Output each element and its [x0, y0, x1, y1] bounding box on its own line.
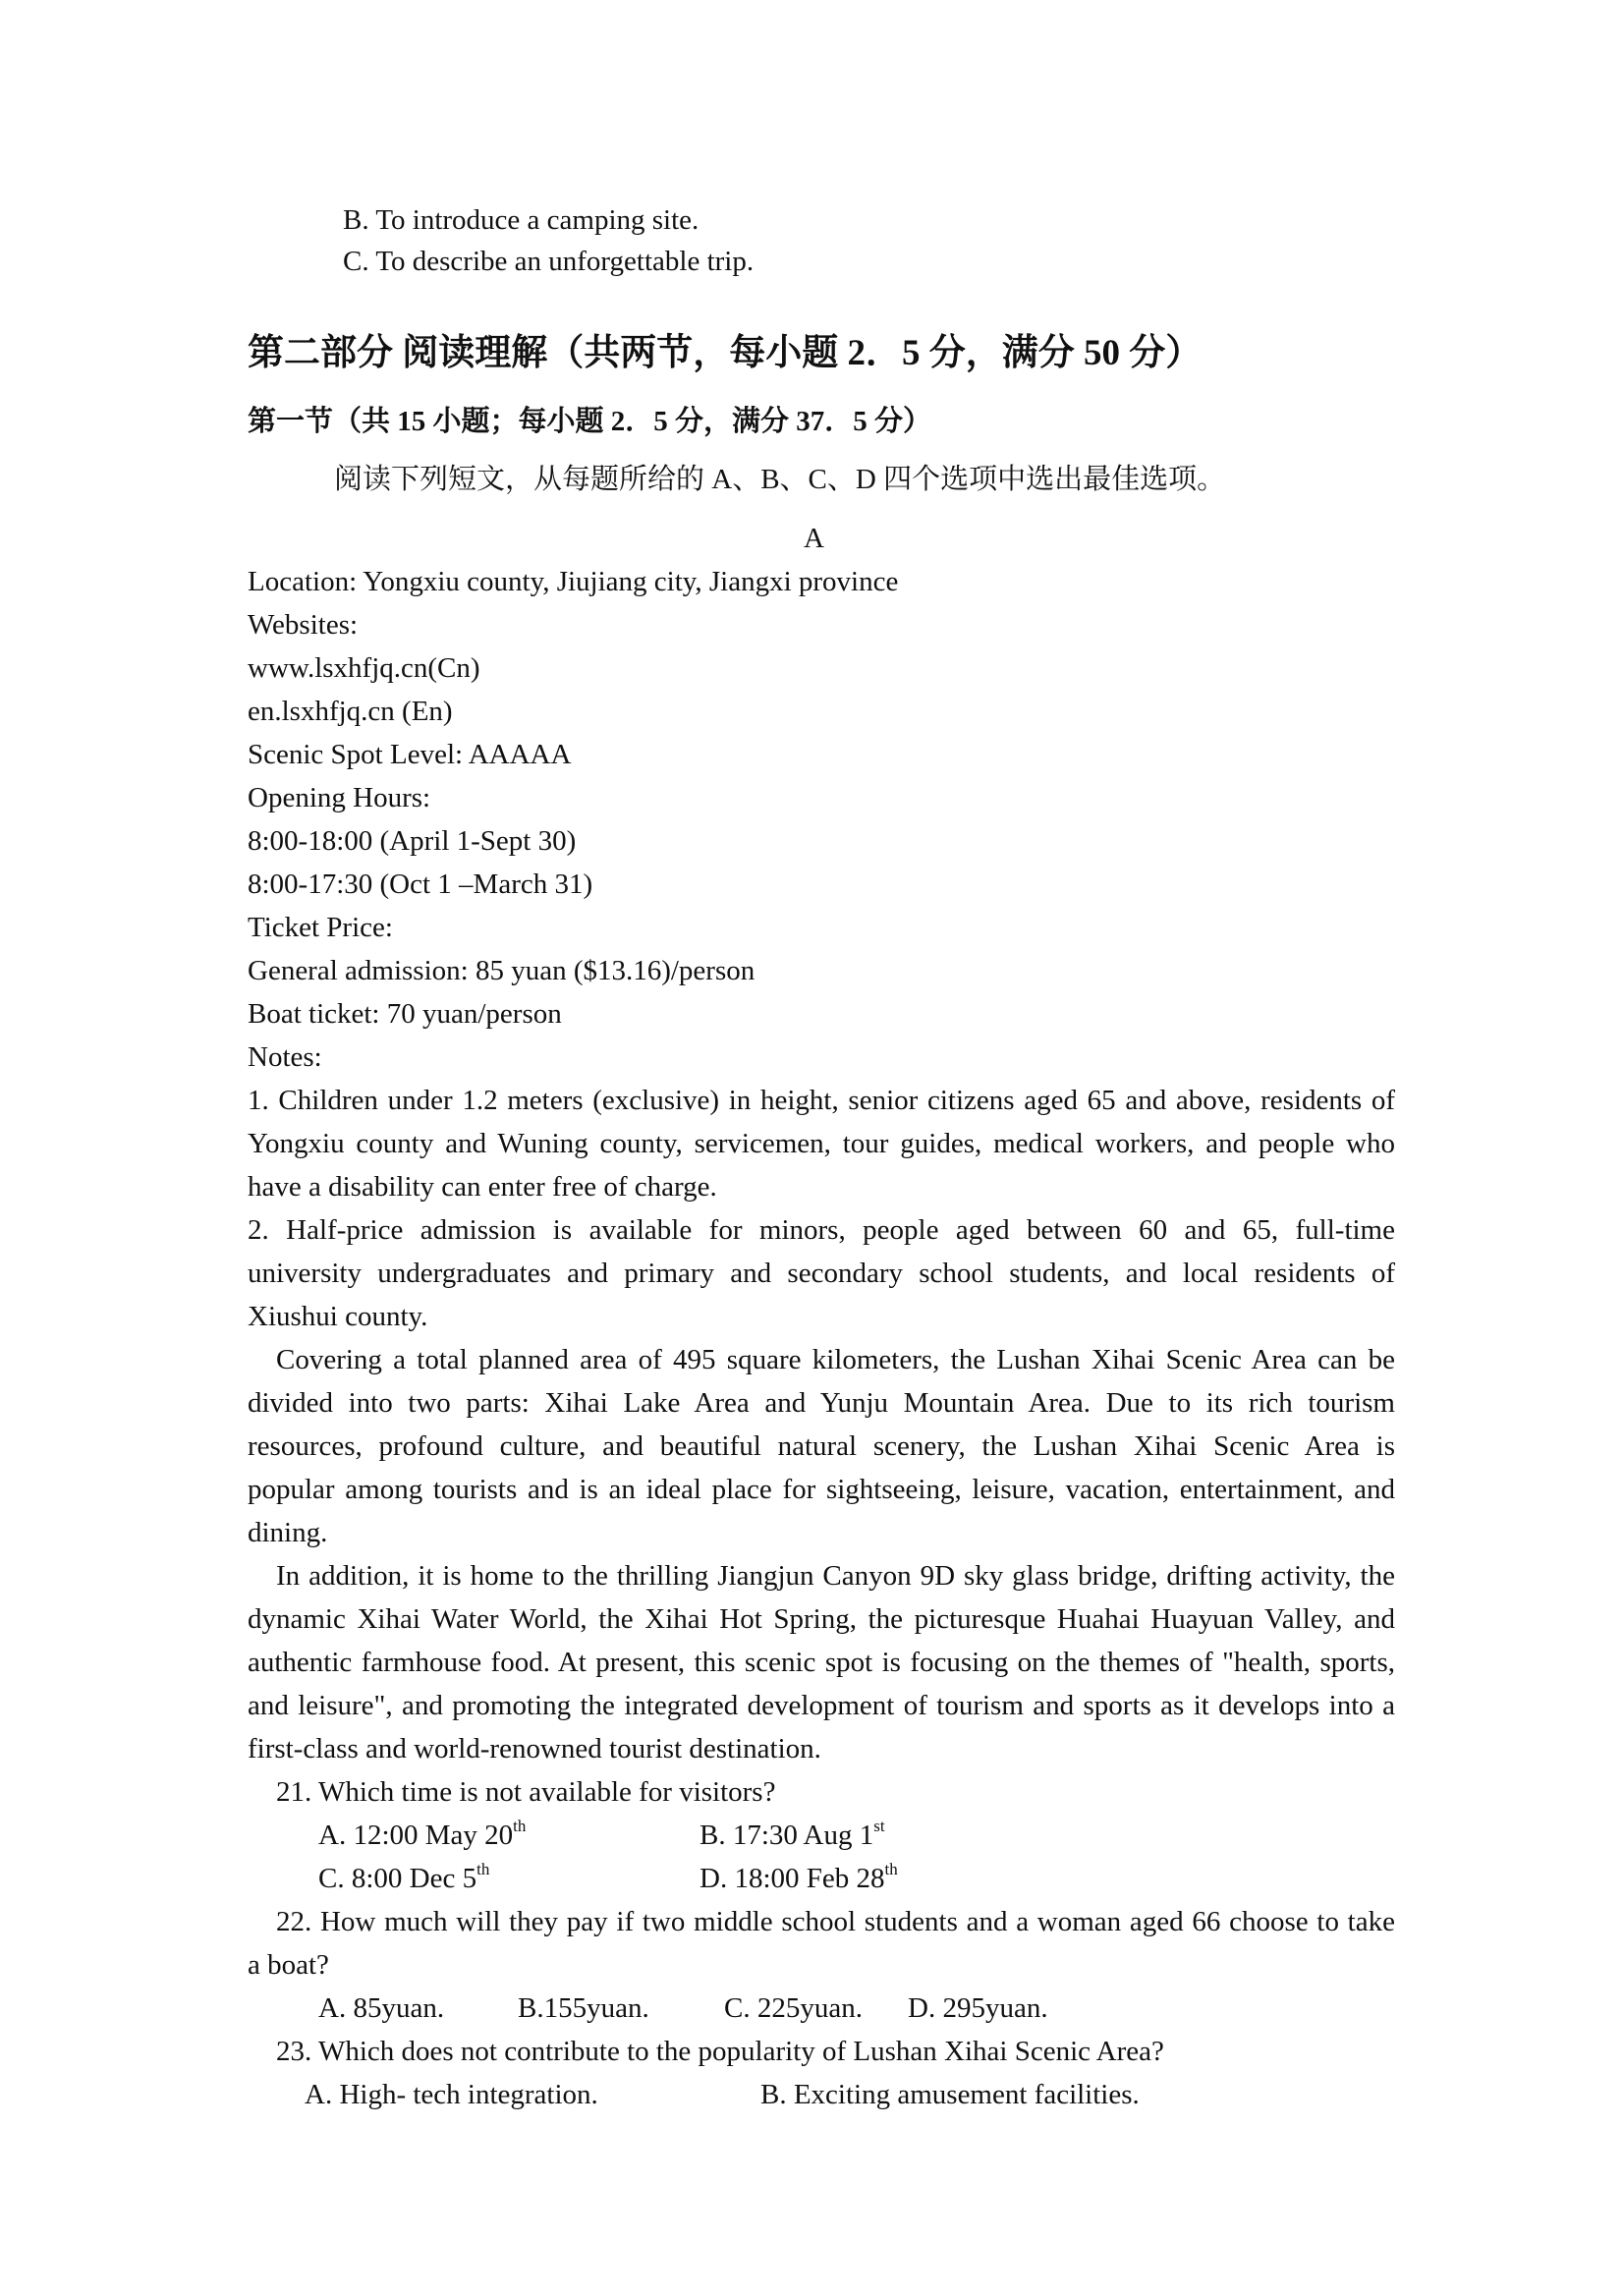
info-websites-label: Websites: [248, 609, 359, 641]
para-2-line-4: and leisure", and promoting the integrated development of tourism and sports as it develops into a [248, 1690, 1395, 1721]
q22-stem-line-2: a boat? [248, 1949, 329, 1981]
passage-letter: A [804, 523, 824, 554]
q21-stem: 21. Which time is not available for visitors? [276, 1776, 776, 1808]
q22-option-d: D. 295yuan. [908, 1992, 1048, 2024]
prev-option-c: C. To describe an unforgettable trip. [343, 246, 755, 277]
q22-stem-line-1: 22. How much will they pay if two middle school students and a woman aged 66 choose to take [276, 1906, 1395, 1937]
info-hours-label: Opening Hours: [248, 782, 431, 813]
q21-option-c: C. 8:00 Dec 5th [318, 1860, 490, 1894]
info-price-label: Ticket Price: [248, 912, 393, 943]
info-notes-label: Notes: [248, 1041, 322, 1073]
para-1-line-1: Covering a total planned area of 495 square kilometers, the Lushan Xihai Scenic Area can be [276, 1344, 1395, 1375]
info-location: Location: Yongxiu county, Jiujiang city, Jiangxi province [248, 566, 899, 597]
q23-option-b: B. Exciting amusement facilities. [760, 2079, 1140, 2110]
q22-option-c: C. 225yuan. [724, 1992, 863, 2024]
para-1-line-2: divided into two parts: Xihai Lake Area and Yunju Mountain Area. Due to its rich tourism [248, 1387, 1395, 1419]
instructions: 阅读下列短文，从每题所给的 A、B、C、D 四个选项中选出最佳选项。 [334, 464, 1226, 495]
info-hours-2: 8:00-17:30 (Oct 1 –March 31) [248, 868, 593, 900]
info-website-en: en.lsxhfjq.cn (En) [248, 696, 453, 727]
q22-option-a: A. 85yuan. [318, 1992, 445, 2024]
info-general-admission: General admission: 85 yuan ($13.16)/person [248, 955, 756, 986]
note-2-line-3: Xiushui county. [248, 1301, 428, 1332]
para-2-line-5: first-class and world-renowned tourist destination. [248, 1733, 821, 1764]
q21-option-d: D. 18:00 Feb 28th [700, 1860, 898, 1894]
q22-option-b: B.155yuan. [518, 1992, 649, 2024]
info-hours-1: 8:00-18:00 (April 1-Sept 30) [248, 825, 577, 857]
para-1-line-3: resources, profound culture, and beautiful natural scenery, the Lushan Xihai Scenic Area is [248, 1430, 1395, 1462]
para-2-line-3: authentic farmhouse food. At present, this scenic spot is focusing on the themes of "health, sports, [248, 1647, 1395, 1678]
q23-stem: 23. Which does not contribute to the popularity of Lushan Xihai Scenic Area? [276, 2036, 1164, 2067]
para-1-line-4: popular among tourists and is an ideal place for sightseeing, leisure, vacation, entertainment, and [248, 1474, 1395, 1505]
info-website-cn: www.lsxhfjq.cn(Cn) [248, 652, 480, 684]
note-1-line-1: 1. Children under 1.2 meters (exclusive) in height, senior citizens aged 65 and above, residents of [248, 1085, 1395, 1116]
q21-option-a: A. 12:00 May 20th [318, 1817, 527, 1851]
note-1-line-3: have a disability can enter free of charge. [248, 1171, 717, 1203]
para-2-line-2: dynamic Xihai Water World, the Xihai Hot Spring, the picturesque Huahai Huayuan Valley, and [248, 1603, 1395, 1635]
info-boat-ticket: Boat ticket: 70 yuan/person [248, 998, 562, 1030]
q21-option-b: B. 17:30 Aug 1st [700, 1817, 885, 1851]
prev-option-b: B. To introduce a camping site. [343, 204, 700, 236]
note-2-line-1: 2. Half-price admission is available for minors, people aged between 60 and 65, full-time [248, 1214, 1395, 1246]
info-level: Scenic Spot Level: AAAAA [248, 739, 572, 770]
q23-option-a: A. High- tech integration. [305, 2079, 598, 2110]
part-title: 第二部分 阅读理解（共两节，每小题 2．5 分，满分 50 分） [248, 333, 1203, 373]
note-2-line-2: university undergraduates and primary and secondary school students, and local residents of [248, 1258, 1395, 1289]
section-title: 第一节（共 15 小题；每小题 2．5 分，满分 37．5 分） [248, 406, 932, 437]
para-2-line-1: In addition, it is home to the thrilling Jiangjun Canyon 9D sky glass bridge, drifting activity, the [276, 1560, 1395, 1592]
para-1-line-5: dining. [248, 1517, 328, 1548]
note-1-line-2: Yongxiu county and Wuning county, servicemen, tour guides, medical workers, and people who [248, 1128, 1395, 1159]
exam-page [248, 0, 1395, 2296]
